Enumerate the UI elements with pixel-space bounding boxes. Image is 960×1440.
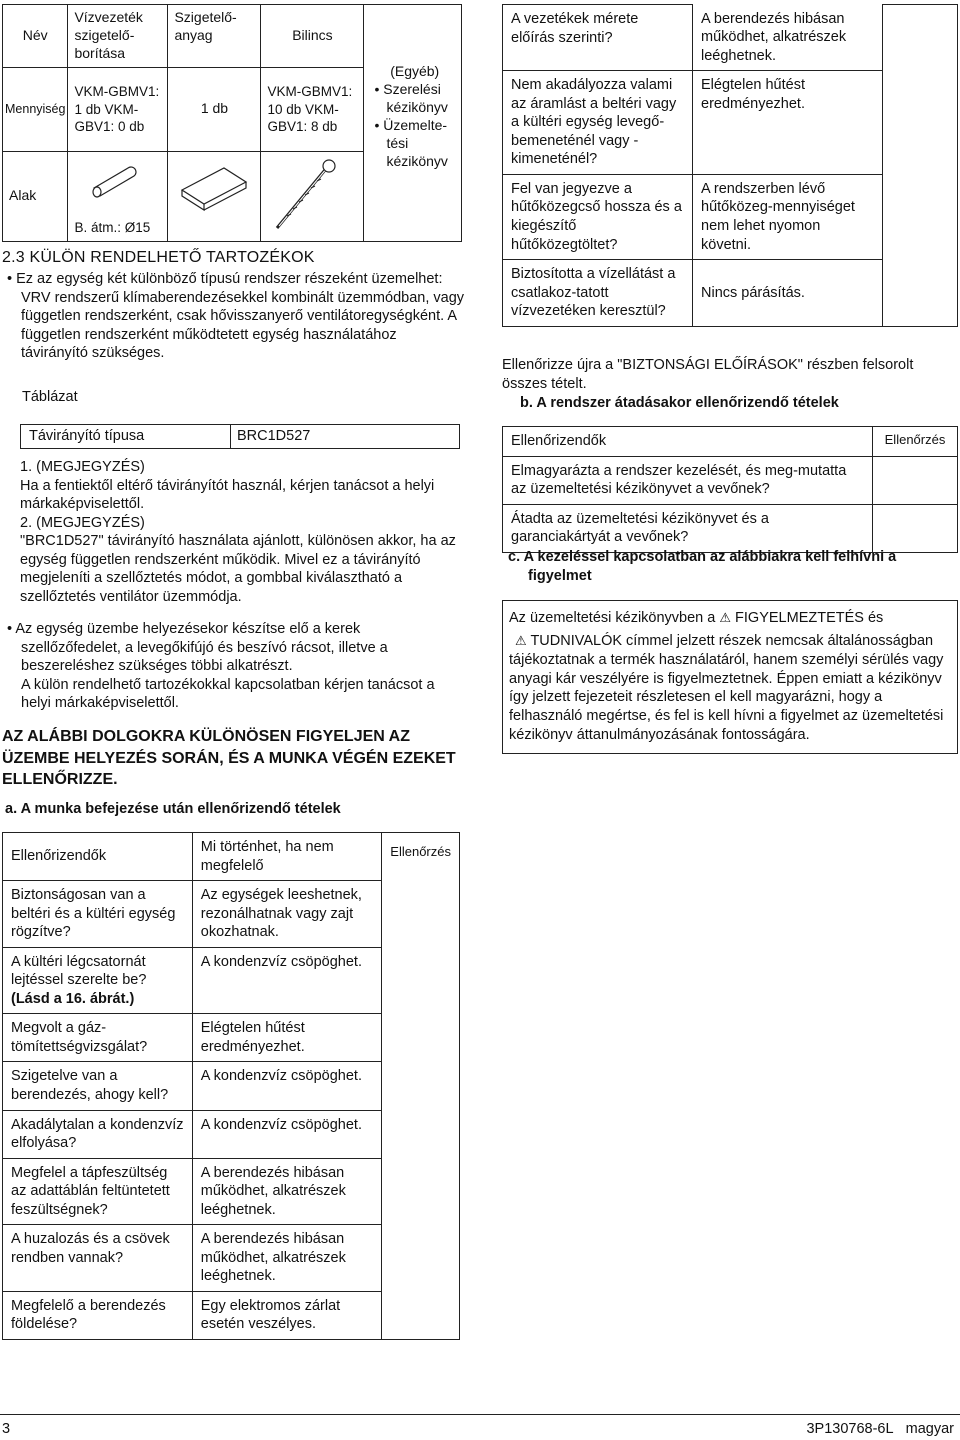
insulation-shape-cell — [68, 151, 168, 241]
section-2-3-text: • Ez az egység két különböző típusú rendszer részeként üzemelhet: VRV rendszerű klímaberendezésekkel kombinált üzemmódban, vagy független rendszerként, csak hővisszanyerő ventilátoregységként. A független rendszerként működtetett egység használatához távirányító szükséges. — [7, 271, 465, 362]
notice-line-2: ⚠ TUDNIVALÓK címmel jelzett részek nemcsak általánosságban tájékoztatnak a termék használatáról, hanem személyi sérülés vagy anyagi kár veszélyére is figyelmeztetnek. Éppen emiatt a kézikönyv így jelzett fejezeteit részletesen el kell magyarázni, hogy a felhasználó megértse, és fel is kell hívni a figyelmet az üzemeltetési kézikönyv áttanulmányozásának fontosságára. — [509, 632, 944, 744]
table-row: Megfelelő a berendezés földelése? Egy elektromos zárlat esetén veszélyes. — [3, 1291, 460, 1339]
notes-block — [20, 458, 460, 606]
notice-box — [502, 600, 958, 754]
szigetelo-qty: 1 db — [168, 67, 261, 151]
footer-doc-info — [806, 1420, 954, 1439]
section-c-title: c. A kezeléssel kapcsolatban az alábbiakra kell felhívni a figyelmet — [508, 549, 897, 584]
szigetelo-shape-cell — [168, 151, 261, 241]
language: magyar — [905, 1421, 954, 1437]
section-2-3-title: 2.3 KÜLÖN RENDELHETŐ TARTOZÉKOK — [2, 249, 315, 266]
tablazat-label: Táblázat — [22, 389, 78, 405]
checklist-a-header-items: Ellenőrizendők — [3, 833, 193, 881]
table-row: Megvolt a gáz-tömítettségvizsgálat? Elégtelen hűtést eredményezhet. — [3, 1014, 460, 1062]
doc-number: 3P130768-6L — [806, 1421, 894, 1437]
page-number: 3 — [2, 1421, 11, 1437]
section-2-3-p1: Ez az egység két különböző típusú rendszer részeként üzemelhet: VRV rendszerű klímaberendezésekkel kombinált üzemmódban, vagy független rendszerként, csak hővisszanyerő ventilátoregységként. A független rendszerként működtetett egység használatához távirányító szükséges. — [16, 271, 465, 362]
row-mennyiseg: Mennyiség — [3, 67, 68, 151]
note-triangle-icon: ⚠ — [515, 632, 527, 648]
col-bilincs: Bilincs — [261, 5, 364, 68]
section-a-title: a. A munka befejezése után ellenőrizendő tételek — [5, 801, 341, 817]
warning-heading: AZ ALÁBBI DOLGOKRA KÜLÖNÖSEN FIGYELJEN AZ ÜZEMBE HELYEZÉS SORÁN, ÉS A MUNKA VÉGÉN EZEKET ELLENŐRIZZE. — [2, 728, 456, 789]
checklist-b-header-items: Ellenőrizendők — [503, 427, 873, 457]
prep-text: Az egység üzembe helyezésekor készítse elő a kerek szellőzőfedelet, a levegőkifújó és beszívó rácsot, illetve a beszereléshez szükséges többi alkatrészt. — [15, 621, 388, 675]
note1-text: Ha a fentiektől eltérő távirányítót használ, kérjen tanácsot a helyi márkaképviselettől. — [20, 477, 435, 513]
col-nev: Név — [3, 5, 68, 68]
checklist-a-header-consequence: Mi történhet, ha nem megfelelő — [192, 833, 382, 881]
bilincs-qty: VKM-GBMV1: 10 db VKM-GBV1: 8 db — [261, 67, 364, 151]
table-row: Biztonságosan van a beltéri és a kültéri egység rögzítve? Az egységek leeshetnek, rezonálhatnak vagy zajt okozhatnak. — [3, 881, 460, 948]
bilincs-shape-cell — [261, 151, 364, 241]
table-row: Szigetelve van a berendezés, ahogy kell? A kondenzvíz csöpöghet. — [3, 1062, 460, 1110]
row-alak: Alak — [3, 151, 68, 241]
accessory-advice: A külön rendelhető tartozékokkal kapcsolatban kérjen tanácsot a helyi márkaképviselettől. — [21, 676, 435, 712]
egyeb-title: (Egyéb) — [390, 63, 440, 79]
table-row: A vezetékek mérete előírás szerinti? A berendezés hibásan működhet, alkatrészek leéghetnek. — [503, 5, 958, 71]
table-row: Megfelel a tápfeszültség az adattáblán feltüntetett feszültségnek? A berendezés hibásan működhet, alkatrészek leéghetnek. — [3, 1158, 460, 1225]
section-b-title: b. A rendszer átadásakor ellenőrizendő tételek — [520, 395, 839, 411]
note2-text: "BRC1D527" távirányító használata ajánlott, különösen akkor, ha az egység független rendszerként működik. Mivel ez a távirányító megjeleníti a szellőztetés módot, a gombbal kiválasztható a szellőztetés ventilátor üzemmódja. — [20, 533, 456, 605]
col-szigetelo: Szigetelő-anyag — [168, 5, 261, 68]
checklist-a — [2, 832, 460, 1340]
prep-block: • Az egység üzembe helyezésekor készítse elő a kerek szellőzőfedelet, a levegőkifújó és beszívó rácsot, illetve a beszereléshez szükséges többi alkatrészt. A külön rendelhető tartozékokkal kapcsolatban kérjen tanácsot a helyi márkaképviselettől. — [5, 620, 460, 713]
checklist-a-header-check: Ellenőrzés — [382, 833, 460, 1340]
table-row: Akadálytalan a kondenzvíz elfolyása? A kondenzvíz csöpöghet. — [3, 1110, 460, 1158]
table-row: A huzalozás és a csövek rendben vannak? A berendezés hibásan működhet, alkatrészek leéghetnek. — [3, 1225, 460, 1292]
checklist-b — [502, 426, 958, 553]
table-row: Elmagyarázta a rendszer kezelését, és meg-mutatta az üzemeltetési kézikönyvet a vevőnek? — [503, 456, 958, 504]
col-insulation: Vízvezeték szigetelő-borítása — [68, 5, 168, 68]
table-row: Biztosította a vízellátást a csatlakoz-tatott vízvezetéken keresztül? Nincs párásítás. — [503, 260, 958, 327]
checklist-a-continued — [502, 4, 958, 327]
egyeb-item-1: • Szerelési kézikönyv — [374, 80, 448, 115]
col-egyeb — [364, 5, 462, 242]
table-row: A kültéri légcsatornát lejtéssel szerelte be? (Lásd a 16. ábrát.) A kondenzvíz csöpöghet. — [3, 947, 460, 1014]
recheck-text: Ellenőrizze újra a "BIZTONSÁGI ELŐÍRÁSOK" részben felsorolt összes tételt. — [502, 357, 914, 392]
remote-type-value: BRC1D527 — [231, 425, 460, 449]
insulation-pad-drawing — [174, 160, 254, 220]
table-row: Átadta az üzemeltetési kézikönyvet és a garanciakártyát a vevőnek? — [503, 504, 958, 552]
footer-rule — [0, 1414, 960, 1415]
checklist-b-header-check: Ellenőrzés — [873, 427, 958, 457]
egyeb-item-2: • Üzemelte-tési kézikönyv — [374, 116, 448, 169]
warning-triangle-icon: ⚠ — [719, 610, 732, 625]
table-row: Nem akadályozza valami az áramlást a beltéri vagy a kültéri egység levegő-bemeneténél vagy -kimeneténél? Elégtelen hűtést eredményezhet. — [503, 71, 958, 175]
notice-line-1: Az üzemeltetési kézikönyvben a ⚠ FIGYELMEZTETÉS és — [509, 610, 884, 626]
clamp-drawing — [267, 156, 357, 232]
accessories-table — [2, 4, 462, 242]
note2-title: 2. (MEGJEGYZÉS) — [20, 514, 145, 531]
insulation-qty: VKM-GBMV1: 1 db VKM-GBV1: 0 db — [68, 67, 168, 151]
pipe-cover-drawing — [86, 158, 146, 198]
remote-table — [20, 424, 460, 449]
note1-title: 1. (MEGJEGYZÉS) — [20, 459, 145, 475]
table-row: Fel van jegyezve a hűtőközegcső hossza és a kiegészítő hűtőközegtöltet? A rendszerben lévő hűtőközeg-mennyiséget nem lehet nyomon követni. — [503, 174, 958, 259]
remote-type-label: Távirányító típusa — [21, 425, 231, 449]
insulation-diameter: B. átm.: Ø15 — [74, 220, 151, 236]
